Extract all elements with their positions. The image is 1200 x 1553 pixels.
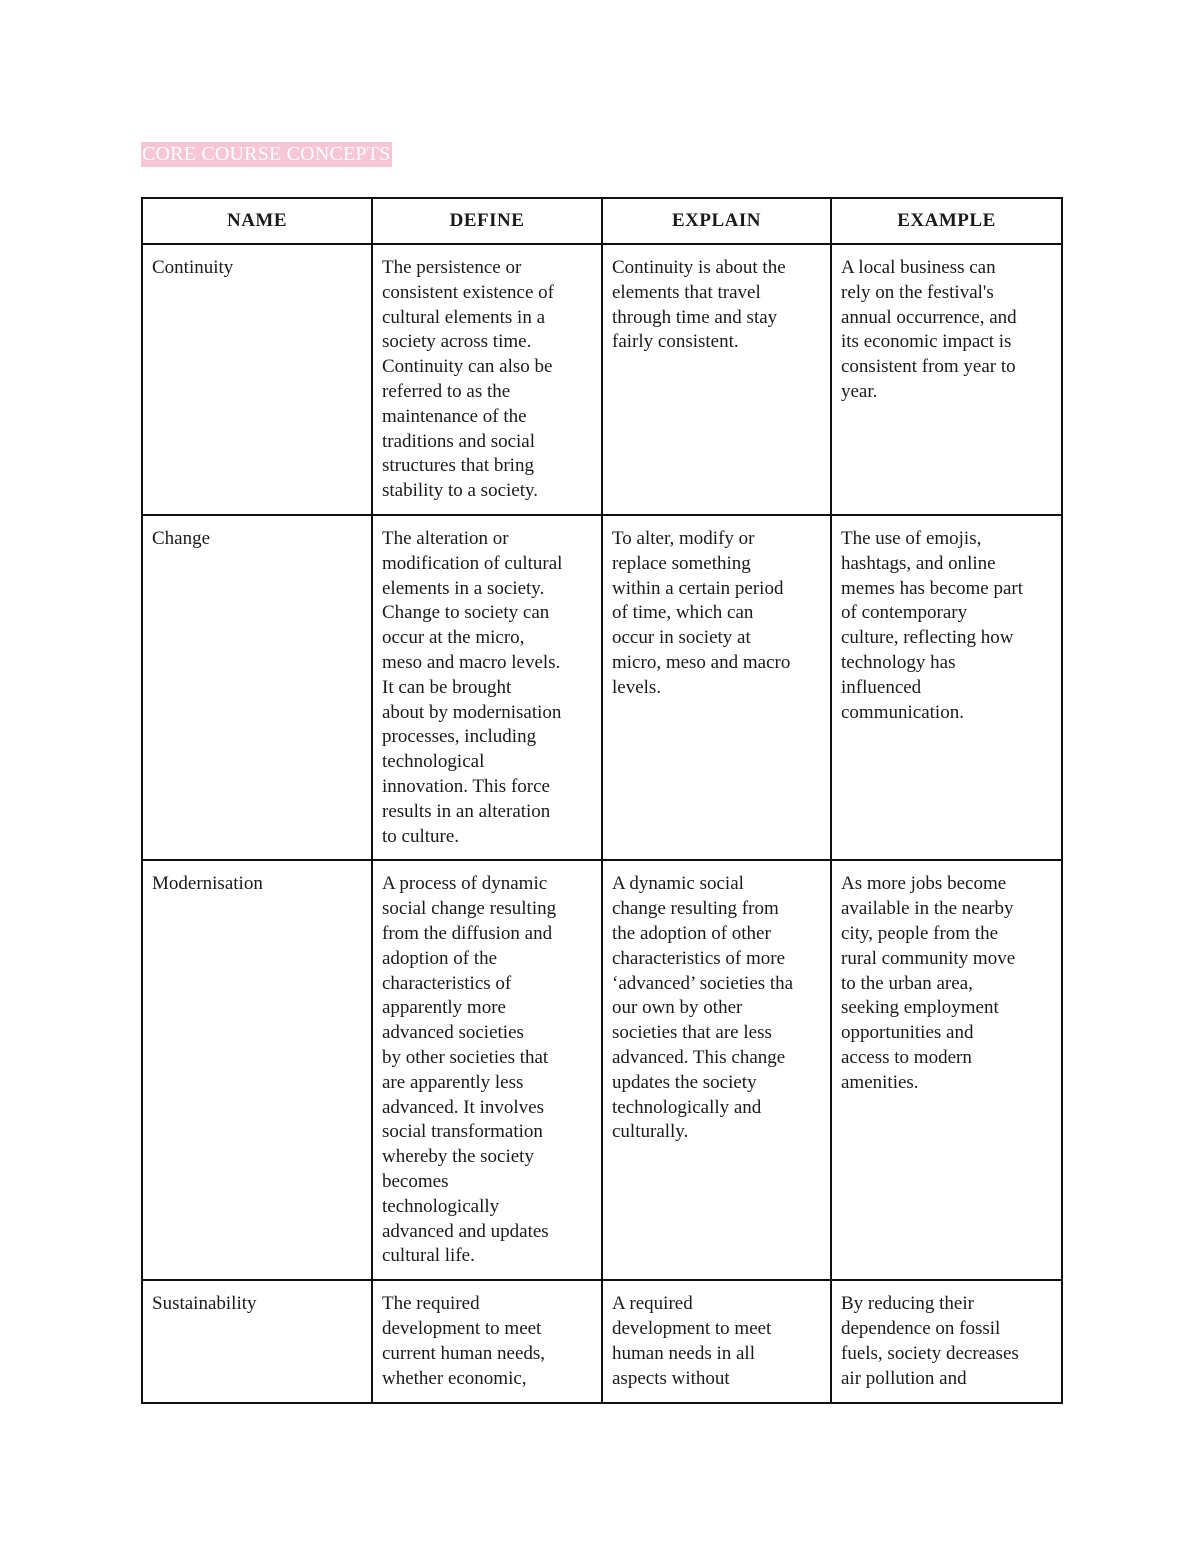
table-row [142,1280,1062,1402]
concept-explanation: A dynamic social change resulting from the adoption of other characteristics of more ‘advanced’ societies tha our own by other societies that are less advanced. This change updates the society technologically and culturally. [612,873,794,1143]
cell-name [142,244,372,515]
concept-example: The use of emojis, hashtags, and online memes has become part of contemporary culture, reflecting how technology has influenced communication. [841,528,1024,723]
header-example: EXAMPLE [831,198,1062,244]
cell-explain [602,244,831,515]
cell-explain [602,1280,831,1402]
cell-define [372,860,602,1280]
concept-name: Change [152,528,211,549]
concept-example: As more jobs become available in the nearby city, people from the rural community move to the urban area, seeking employment opportunities and access to modern amenities. [841,873,1016,1093]
header-explain: EXPLAIN [602,198,831,244]
concept-name: Continuity [152,257,234,278]
concepts-table [141,197,1063,1404]
cell-example [831,860,1062,1280]
cell-example [831,1280,1062,1402]
cell-define [372,244,602,515]
cell-example [831,244,1062,515]
concept-example: A local business can rely on the festival's annual occurrence, and its economic impact is consistent from year to year. [841,257,1017,402]
cell-example [831,515,1062,860]
concept-explanation: To alter, modify or replace something within a certain period of time, which can occur in society at micro, meso and macro levels. [612,528,791,698]
cell-name [142,515,372,860]
concept-definition: The required development to meet current human needs, whether economic, [382,1293,546,1389]
concept-name: Sustainability [152,1293,257,1315]
concept-explanation: A required development to meet human needs in all aspects without [612,1293,772,1389]
cell-define [372,1280,602,1402]
table-header-row [142,198,1062,244]
cell-name [142,860,372,1280]
concept-example: By reducing their dependence on fossil fuels, society decreases air pollution and [841,1293,1019,1389]
cell-name [142,1280,372,1402]
document-title: CORE COURSE CONCEPTS [142,143,391,165]
cell-explain [602,515,831,860]
cell-explain [602,860,831,1280]
concept-definition: The alteration or modification of cultural elements in a society. Change to society can occur at the micro, meso and macro levels. It can be brought about by modernisation processes, including technological innovation. This force results in an alteration to culture. [382,528,563,847]
header-name: NAME [142,198,372,244]
table-row [142,244,1062,515]
header-define: DEFINE [372,198,602,244]
table-row [142,515,1062,860]
concept-definition: The persistence or consistent existence of cultural elements in a society across time. Continuity can also be referred to as the maintenance of the traditions and social structures that bring stability to a society. [382,257,555,502]
concept-name: Modernisation [152,873,263,895]
concept-explanation: Continuity is about the elements that travel through time and stay fairly consistent. [612,257,786,353]
table-row [142,860,1062,1280]
cell-define [372,515,602,860]
concept-definition: A process of dynamic social change resulting from the diffusion and adoption of the characteristics of apparently more advanced societies by other societies that are apparently less advanced. It involves social transformation whereby the society becomes technologically advanced and updates cultural life. [382,873,557,1267]
